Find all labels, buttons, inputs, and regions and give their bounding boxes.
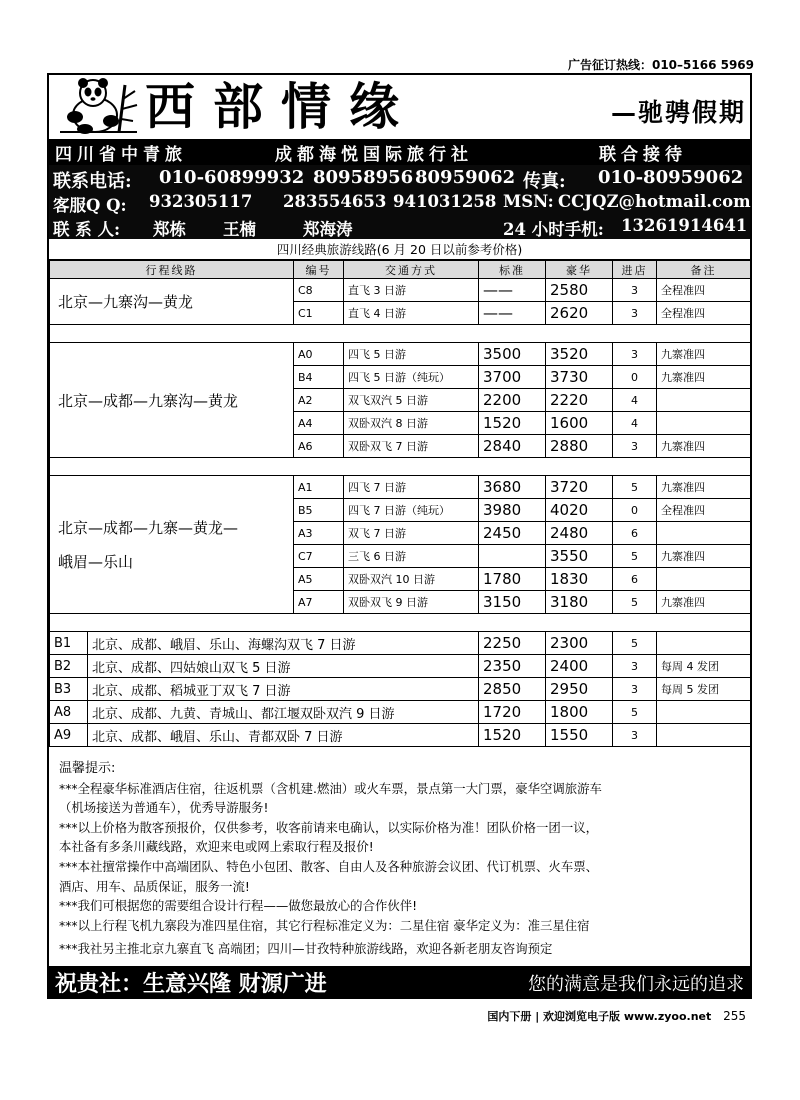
route-name: 北京—成都—九寨沟—黄龙 xyxy=(50,343,294,458)
route-note: 九寨准四 xyxy=(657,366,751,389)
route-note xyxy=(657,724,751,747)
phone-label: 联系电话: xyxy=(53,171,132,192)
price-standard: 2350 xyxy=(479,655,546,678)
price-standard: 1780 xyxy=(479,568,546,591)
price-standard: 2450 xyxy=(479,522,546,545)
panda-bamboo-icon xyxy=(55,77,141,135)
price-standard: —— xyxy=(479,279,546,302)
qq-number-3: 941031258 xyxy=(393,192,497,211)
route-code: C8 xyxy=(294,279,344,302)
tips-line: ***以上行程飞机九寨段为准四星住宿，其它行程标准定义为：二星住宿 豪华定义为：准三星住宿 xyxy=(59,917,590,933)
route-note: 九寨准四 xyxy=(657,545,751,568)
route-code: B1 xyxy=(50,632,88,655)
route-name: 北京、成都、稻城亚丁双飞 7 日游 xyxy=(88,678,479,701)
price-luxury: 2480 xyxy=(546,522,613,545)
price-luxury: 4020 xyxy=(546,499,613,522)
table-title: 四川经典旅游线路(6 月 20 日以前参考价格) xyxy=(49,239,750,260)
route-code: C1 xyxy=(294,302,344,325)
shop-count: 5 xyxy=(613,545,657,568)
route-note xyxy=(657,568,751,591)
price-standard xyxy=(479,545,546,568)
shop-count: 5 xyxy=(613,632,657,655)
table-row xyxy=(50,343,751,366)
table-row xyxy=(50,632,751,655)
route-note: 九寨准四 xyxy=(657,591,751,614)
route-name xyxy=(50,476,294,614)
tips-heading: 温馨提示: xyxy=(59,761,116,776)
table-row xyxy=(50,678,751,701)
table-header-row xyxy=(50,261,751,279)
routes-table xyxy=(49,260,751,747)
route-name-line-2: 峨眉—乐山 xyxy=(58,552,134,571)
route-code: B4 xyxy=(294,366,344,389)
header-code: 编号 xyxy=(294,261,344,279)
price-luxury: 1830 xyxy=(546,568,613,591)
price-luxury: 2220 xyxy=(546,389,613,412)
shop-count: 3 xyxy=(613,678,657,701)
route-note: 全程准四 xyxy=(657,279,751,302)
route-code: A4 xyxy=(294,412,344,435)
table-row xyxy=(50,724,751,747)
shop-count: 3 xyxy=(613,279,657,302)
header-transport: 交通方式 xyxy=(344,261,479,279)
tips-line: ***全程豪华标准酒店住宿，往返机票（含机建.燃油）或火车票，景点第一大门票，豪华空调旅游车 xyxy=(59,780,602,796)
qq-label: 客服Q Q: xyxy=(53,196,127,215)
route-transport: 三飞 6 日游 xyxy=(344,545,479,568)
price-luxury: 2620 xyxy=(546,302,613,325)
table-row xyxy=(50,476,751,499)
route-code: A9 xyxy=(50,724,88,747)
price-standard: 3150 xyxy=(479,591,546,614)
phone-number-3: 80959062 xyxy=(415,167,516,188)
price-standard: 2850 xyxy=(479,678,546,701)
qq-number-2: 283554653 xyxy=(283,192,387,211)
brand-banner xyxy=(49,75,750,139)
shop-count: 3 xyxy=(613,435,657,458)
shop-count: 0 xyxy=(613,499,657,522)
route-transport: 双卧双汽 10 日游 xyxy=(344,568,479,591)
route-transport: 双飞 7 日游 xyxy=(344,522,479,545)
price-standard: 3500 xyxy=(479,343,546,366)
contact-person-3: 郑海涛 xyxy=(303,220,353,239)
contact-person-1: 郑栋 xyxy=(153,220,186,239)
shop-count: 5 xyxy=(613,701,657,724)
price-standard: 3980 xyxy=(479,499,546,522)
route-name: 北京、成都、峨眉、乐山、青都双卧 7 日游 xyxy=(88,724,479,747)
price-luxury: 2880 xyxy=(546,435,613,458)
route-code: A2 xyxy=(294,389,344,412)
table-row xyxy=(50,655,751,678)
price-standard: 1520 xyxy=(479,724,546,747)
shop-count: 3 xyxy=(613,343,657,366)
route-code: A8 xyxy=(50,701,88,724)
route-name: 北京—九寨沟—黄龙 xyxy=(50,279,294,325)
header-luxury: 豪华 xyxy=(546,261,613,279)
route-transport: 四飞 5 日游（纯玩） xyxy=(344,366,479,389)
route-name: 北京、成都、四姑娘山双飞 5 日游 xyxy=(88,655,479,678)
shop-count: 5 xyxy=(613,591,657,614)
table-row xyxy=(50,701,751,724)
route-transport: 双飞双汽 5 日游 xyxy=(344,389,479,412)
agency-name-1: 四川省中青旅 xyxy=(55,144,187,165)
shop-count: 6 xyxy=(613,522,657,545)
route-note: 全程准四 xyxy=(657,499,751,522)
agency-name-2: 成都海悦国际旅行社 xyxy=(275,144,473,165)
price-standard: 2250 xyxy=(479,632,546,655)
table-spacer-row xyxy=(50,325,751,343)
shop-count: 4 xyxy=(613,389,657,412)
table-spacer-row xyxy=(50,458,751,476)
phone-number-2: 80958956 xyxy=(313,167,414,188)
tips-line: ***本社擅常操作中高端团队、特色小包团、散客、自由人及各种旅游会议团、代订机票、火车票、 xyxy=(59,858,598,874)
price-luxury: 2950 xyxy=(546,678,613,701)
route-transport: 四飞 7 日游 xyxy=(344,476,479,499)
price-standard: 1520 xyxy=(479,412,546,435)
table-spacer-row xyxy=(50,614,751,632)
route-transport: 直飞 3 日游 xyxy=(344,279,479,302)
qq-number-1: 932305117 xyxy=(149,192,253,211)
route-code: A6 xyxy=(294,435,344,458)
price-luxury: 1550 xyxy=(546,724,613,747)
footer-greeting: 祝贵社：生意兴隆 财源广进 xyxy=(55,971,327,997)
route-transport: 双卧双飞 7 日游 xyxy=(344,435,479,458)
header-route: 行程线路 xyxy=(50,261,294,279)
mobile-label: 24 小时手机: xyxy=(503,220,604,239)
shop-count: 0 xyxy=(613,366,657,389)
page-footer-text: 国内下册 | 欢迎浏览电子版 www.zyoo.net xyxy=(487,1010,712,1023)
contact-person-2: 王楠 xyxy=(223,220,256,239)
route-code: A0 xyxy=(294,343,344,366)
phone-number-1: 010-60899932 xyxy=(159,167,305,188)
msn-address: CCJQZ@hotmail.com xyxy=(558,192,751,211)
price-standard: 1720 xyxy=(479,701,546,724)
route-note xyxy=(657,701,751,724)
price-luxury: 2300 xyxy=(546,632,613,655)
tips-line: ***以上价格为散客预报价，仅供参考，收客前请来电确认，以实际价格为准！团队价格一团一议， xyxy=(59,819,598,835)
tips-line: （机场接送为普通车），优秀导游服务! xyxy=(59,800,269,816)
route-transport: 双卧双飞 9 日游 xyxy=(344,591,479,614)
brand-slogan: —驰骋假期 xyxy=(610,98,746,127)
route-transport: 四飞 5 日游 xyxy=(344,343,479,366)
page-footer xyxy=(487,1008,746,1024)
route-note xyxy=(657,389,751,412)
price-luxury: 3180 xyxy=(546,591,613,614)
ad-hotline: 广告征订热线：010–5166 5969 xyxy=(567,58,754,72)
shop-count: 5 xyxy=(613,476,657,499)
shop-count: 3 xyxy=(613,655,657,678)
price-standard: 3700 xyxy=(479,366,546,389)
tips-line: 本社备有多条川藏线路，欢迎来电或网上索取行程及报价! xyxy=(59,839,374,855)
price-standard: —— xyxy=(479,302,546,325)
shop-count: 6 xyxy=(613,568,657,591)
fax-label: 传真: xyxy=(523,171,566,192)
route-note xyxy=(657,522,751,545)
contact-block xyxy=(49,165,750,239)
shop-count: 4 xyxy=(613,412,657,435)
route-name-line-1: 北京—成都—九寨—黄龙— xyxy=(58,518,239,537)
route-note: 九寨准四 xyxy=(657,435,751,458)
route-note xyxy=(657,632,751,655)
route-transport: 直飞 4 日游 xyxy=(344,302,479,325)
price-luxury: 1600 xyxy=(546,412,613,435)
tips-line: ***我们可根据您的需要组合设计行程——做您最放心的合作伙伴! xyxy=(59,898,418,914)
header-shop: 进店 xyxy=(613,261,657,279)
footer-banner xyxy=(49,966,750,999)
ad-frame xyxy=(47,73,752,999)
route-code: B3 xyxy=(50,678,88,701)
price-luxury: 3720 xyxy=(546,476,613,499)
route-note: 全程准四 xyxy=(657,302,751,325)
page-number: 255 xyxy=(723,1009,746,1023)
fax-number: 010-80959062 xyxy=(598,167,744,188)
route-note: 每周 5 发团 xyxy=(657,678,751,701)
route-transport: 四飞 7 日游（纯玩） xyxy=(344,499,479,522)
route-note: 九寨准四 xyxy=(657,476,751,499)
route-code: B5 xyxy=(294,499,344,522)
price-luxury: 3730 xyxy=(546,366,613,389)
route-name: 北京、成都、九黄、青城山、都江堰双卧双汽 9 日游 xyxy=(88,701,479,724)
route-code: A3 xyxy=(294,522,344,545)
shop-count: 3 xyxy=(613,724,657,747)
route-note: 九寨准四 xyxy=(657,343,751,366)
contact-person-label: 联 系 人: xyxy=(53,220,121,239)
price-luxury: 2400 xyxy=(546,655,613,678)
mobile-number: 13261914641 xyxy=(621,216,748,235)
route-note xyxy=(657,412,751,435)
footer-motto: 您的满意是我们永远的追求 xyxy=(528,973,744,995)
price-standard: 2840 xyxy=(479,435,546,458)
price-standard: 2200 xyxy=(479,389,546,412)
price-luxury: 3550 xyxy=(546,545,613,568)
tips-line: ***我社另主推北京九寨直飞 高端团；四川—甘孜特种旅游线路，欢迎各新老朋友咨询预定 xyxy=(59,941,553,957)
agency-bar xyxy=(49,139,750,165)
price-luxury: 3520 xyxy=(546,343,613,366)
agency-joint-label: 联合接待 xyxy=(599,144,687,165)
route-note: 每周 4 发团 xyxy=(657,655,751,678)
price-luxury: 1800 xyxy=(546,701,613,724)
route-code: C7 xyxy=(294,545,344,568)
tips-section xyxy=(59,759,749,959)
price-standard: 3680 xyxy=(479,476,546,499)
route-code: B2 xyxy=(50,655,88,678)
header-note: 备注 xyxy=(657,261,751,279)
brand-name: 西部情缘 xyxy=(145,77,417,136)
route-name: 北京、成都、峨眉、乐山、海螺沟双飞 7 日游 xyxy=(88,632,479,655)
route-transport: 双卧双汽 8 日游 xyxy=(344,412,479,435)
header-standard: 标准 xyxy=(479,261,546,279)
route-code: A7 xyxy=(294,591,344,614)
route-code: A5 xyxy=(294,568,344,591)
shop-count: 3 xyxy=(613,302,657,325)
price-luxury: 2580 xyxy=(546,279,613,302)
table-row xyxy=(50,279,751,302)
route-code: A1 xyxy=(294,476,344,499)
tips-line: 酒店、用车、品质保证，服务一流! xyxy=(59,878,250,894)
msn-label: MSN: xyxy=(503,192,554,211)
